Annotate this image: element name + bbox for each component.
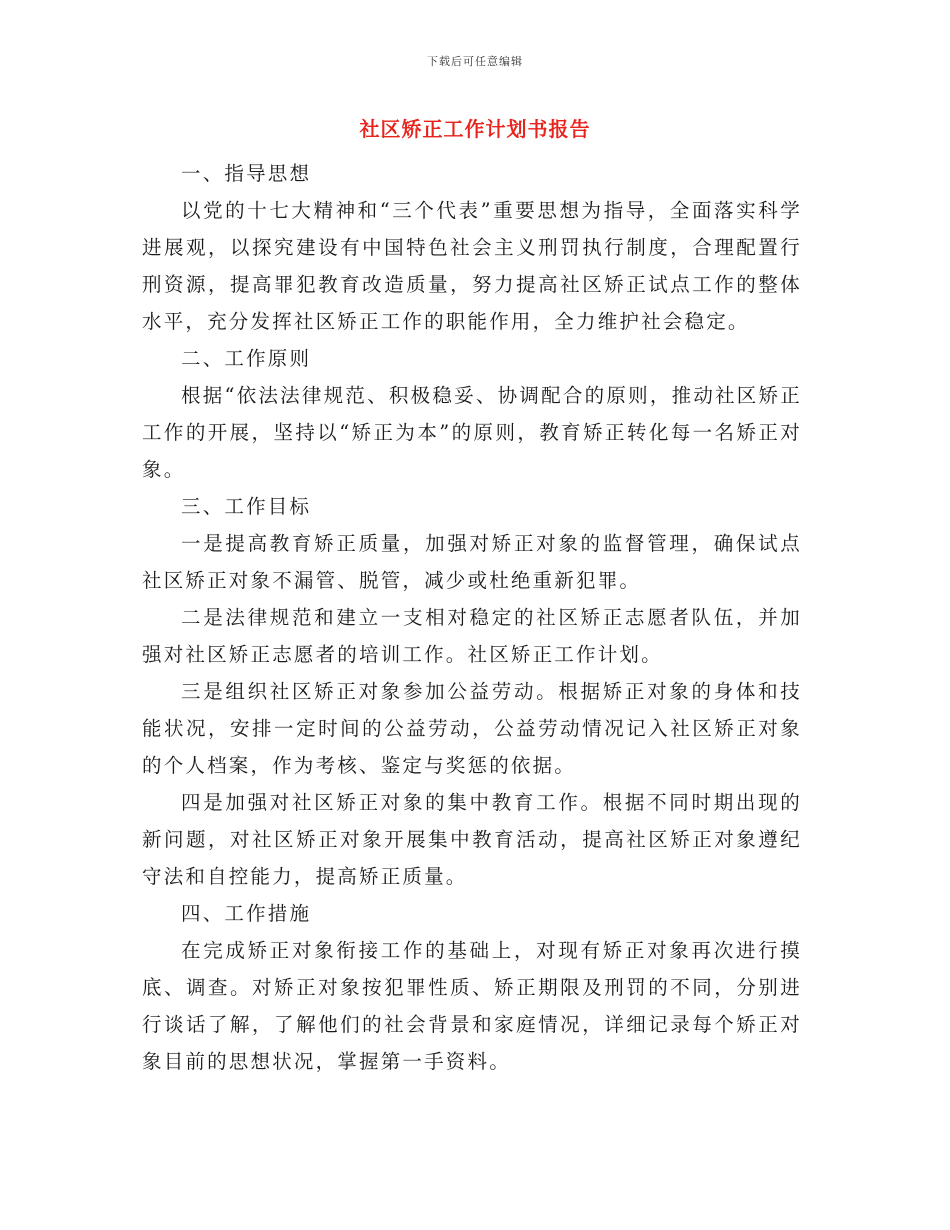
section-heading-guiding-ideology: 一、指导思想 bbox=[181, 162, 312, 185]
document-body bbox=[142, 155, 802, 1080]
section-heading-work-measures: 四、工作措施 bbox=[181, 902, 312, 925]
paragraph: 四是加强对社区矫正对象的集中教育工作。根据不同时期出现的新问题，对社区矫正对象开展集中教育活动，提高社区矫正对象遵纪守法和自控能力，提高矫正质量。 bbox=[142, 791, 802, 888]
paragraph: 根据“依法法律规范、积极稳妥、协调配合的原则，推动社区矫正工作的开展，坚持以“矫正为本”的原则，教育矫正转化每一名矫正对象。 bbox=[142, 384, 802, 481]
document-title: 社区矫正工作计划书报告 bbox=[359, 117, 591, 141]
section-heading-work-goals: 三、工作目标 bbox=[181, 495, 312, 518]
paragraph: 以党的十七大精神和“三个代表”重要思想为指导，全面落实科学进展观，以探究建设有中国特色社会主义刑罚执行制度，合理配置行刑资源，提高罪犯教育改造质量，努力提高社区矫正试点工作的整体水平，充分发挥社区矫正工作的职能作用，全力维护社会稳定。 bbox=[142, 199, 802, 333]
paragraph: 三是组织社区矫正对象参加公益劳动。根据矫正对象的身体和技能状况，安排一定时间的公益劳动，公益劳动情况记入社区矫正对象的个人档案，作为考核、鉴定与奖惩的依据。 bbox=[142, 680, 802, 777]
section-heading-work-principles: 二、工作原则 bbox=[181, 347, 312, 370]
header-note: 下载后可任意编辑 bbox=[427, 55, 523, 68]
paragraph: 一是提高教育矫正质量，加强对矫正对象的监督管理，确保试点社区矫正对象不漏管、脱管，减少或杜绝重新犯罪。 bbox=[142, 532, 802, 592]
paragraph: 在完成矫正对象衔接工作的基础上，对现有矫正对象再次进行摸底、调查。对矫正对象按犯罪性质、矫正期限及刑罚的不同，分别进行谈话了解，了解他们的社会背景和家庭情况，详细记录每个矫正对象目前的思想状况，掌握第一手资料。 bbox=[142, 939, 802, 1073]
paragraph: 二是法律规范和建立一支相对稳定的社区矫正志愿者队伍，并加强对社区矫正志愿者的培训工作。社区矫正工作计划。 bbox=[142, 606, 802, 666]
